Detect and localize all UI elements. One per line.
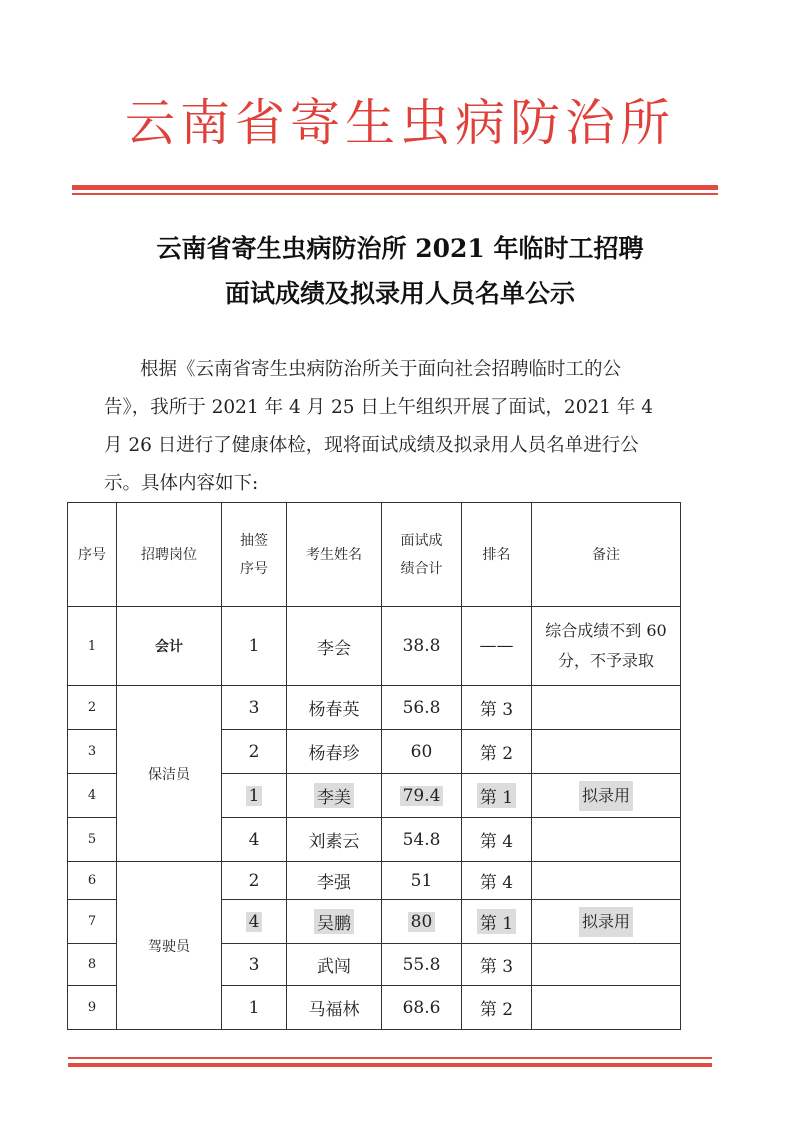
cell-draw-number: 2	[222, 730, 287, 774]
cell-score: 68.6	[382, 986, 462, 1030]
cell-draw-number	[222, 900, 287, 944]
cell-rank: 第 3	[462, 686, 532, 730]
body-line-4: 示。具体内容如下:	[104, 473, 259, 494]
header-candidate-name: 考生姓名	[287, 503, 382, 607]
cell-remark	[532, 686, 681, 730]
header-score-line-2: 绩合计	[400, 560, 443, 577]
cell-score: 38.8	[382, 607, 462, 686]
cell-seq: 2	[68, 686, 117, 730]
cell-rank: 第 3	[462, 944, 532, 986]
document-title-line-1: 云南省寄生虫病防治所 2021 年临时工招聘	[156, 234, 644, 263]
cell-seq: 1	[68, 607, 117, 686]
footer-rule-thin	[68, 1057, 712, 1059]
header-position: 招聘岗位	[117, 503, 222, 607]
remark-line-2: 分，不予录取	[557, 651, 654, 670]
header-draw-number	[222, 503, 287, 607]
cell-seq: 7	[68, 900, 117, 944]
remark-line-1: 综合成绩不到 60	[545, 621, 667, 640]
cell-draw-number: 3	[222, 686, 287, 730]
body-line-3: 月 26 日进行了健康体检，现将面试成绩及拟录用人员名单进行公	[104, 435, 639, 456]
remark-highlight: 拟录用	[579, 781, 633, 811]
candidate-name-highlight: 李美	[314, 783, 354, 808]
document-title-line-2: 面试成绩及拟录用人员名单公示	[224, 279, 575, 308]
cell-candidate-name: 武闯	[287, 944, 382, 986]
results-table	[67, 502, 681, 1030]
header-remark: 备注	[532, 503, 681, 607]
table-row	[68, 607, 681, 686]
footer-rule-thick	[68, 1063, 712, 1067]
cell-candidate-name: 李强	[287, 862, 382, 900]
header-draw-number-line-2: 序号	[240, 560, 268, 577]
cell-rank	[462, 900, 532, 944]
cell-rank: 第 2	[462, 730, 532, 774]
rank-highlight: 第 1	[477, 783, 516, 808]
cell-remark	[532, 818, 681, 862]
cell-seq: 4	[68, 774, 117, 818]
cell-rank	[462, 774, 532, 818]
table-row	[68, 862, 681, 900]
header-rank: 排名	[462, 503, 532, 607]
cell-candidate-name	[287, 774, 382, 818]
table-header-row	[68, 503, 681, 607]
table-row	[68, 686, 681, 730]
cell-candidate-name: 杨春英	[287, 686, 382, 730]
letterhead-org-name: 云南省寄生虫病防治所	[125, 94, 675, 152]
cell-position-cleaner: 保洁员	[117, 686, 222, 862]
body-line-1: 根据《云南省寄生虫病防治所关于面向社会招聘临时工的公	[140, 359, 622, 380]
cell-rank: 第 4	[462, 862, 532, 900]
cell-score: 55.8	[382, 944, 462, 986]
cell-draw-number: 2	[222, 862, 287, 900]
cell-candidate-name: 马福林	[287, 986, 382, 1030]
rank-highlight: 第 1	[477, 909, 516, 934]
cell-candidate-name: 李会	[287, 607, 382, 686]
cell-draw-number: 4	[222, 818, 287, 862]
header-interview-score	[382, 503, 462, 607]
cell-score: 54.8	[382, 818, 462, 862]
body-line-2: 告》，我所于 2021 年 4 月 25 日上午组织开展了面试，2021 年 4	[104, 397, 654, 418]
candidate-name-highlight: 吴鹏	[314, 909, 354, 934]
remark-highlight: 拟录用	[579, 907, 633, 937]
cell-candidate-name: 刘素云	[287, 818, 382, 862]
cell-draw-number: 1	[222, 607, 287, 686]
letterhead-rule-thick	[72, 185, 718, 190]
cell-score: 51	[382, 862, 462, 900]
cell-rank: 第 4	[462, 818, 532, 862]
cell-remark	[532, 607, 681, 686]
score-highlight: 80	[408, 912, 436, 932]
cell-score: 60	[382, 730, 462, 774]
cell-seq: 9	[68, 986, 117, 1030]
cell-seq: 5	[68, 818, 117, 862]
cell-seq: 3	[68, 730, 117, 774]
cell-rank: ——	[462, 607, 532, 686]
cell-remark	[532, 730, 681, 774]
cell-candidate-name: 杨春珍	[287, 730, 382, 774]
cell-seq: 8	[68, 944, 117, 986]
header-score-line-1: 面试成	[400, 532, 443, 549]
cell-draw-number	[222, 774, 287, 818]
score-highlight: 79.4	[400, 786, 444, 806]
cell-remark	[532, 900, 681, 944]
cell-draw-number: 3	[222, 944, 287, 986]
cell-candidate-name	[287, 900, 382, 944]
cell-score: 56.8	[382, 686, 462, 730]
draw-number-highlight: 4	[246, 912, 263, 932]
cell-score	[382, 774, 462, 818]
letterhead-rule-thin	[72, 193, 718, 195]
cell-remark	[532, 986, 681, 1030]
header-seq: 序号	[68, 503, 117, 607]
cell-score	[382, 900, 462, 944]
cell-rank: 第 2	[462, 986, 532, 1030]
cell-seq: 6	[68, 862, 117, 900]
cell-remark	[532, 774, 681, 818]
cell-position-accountant: 会计	[117, 607, 222, 686]
cell-remark	[532, 944, 681, 986]
cell-draw-number: 1	[222, 986, 287, 1030]
cell-remark	[532, 862, 681, 900]
draw-number-highlight: 1	[246, 786, 263, 806]
cell-position-driver: 驾驶员	[117, 862, 222, 1030]
header-draw-number-line-1: 抽签	[240, 532, 268, 549]
